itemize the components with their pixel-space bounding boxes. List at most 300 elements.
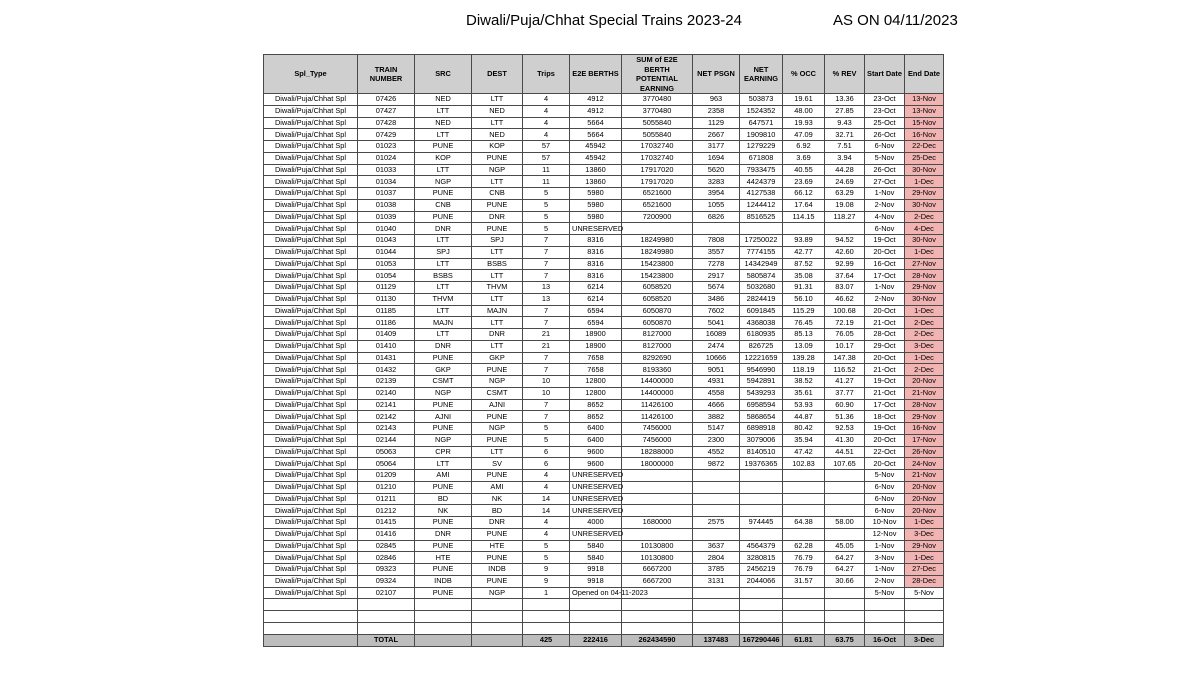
cell-spl-type: Diwali/Puja/Chhat Spl (264, 152, 358, 164)
cell-train-number: 02142 (358, 411, 415, 423)
cell-train-number: 01209 (358, 470, 415, 482)
table-row (264, 517, 944, 529)
cell-potential-earning: 5055840 (622, 129, 693, 141)
cell-src: GKP (415, 364, 472, 376)
empty-cell (472, 599, 523, 611)
cell-trips: 5 (523, 434, 570, 446)
cell-dest: CNB (472, 188, 523, 200)
cell-dest: MAJN (472, 305, 523, 317)
cell-e2e-berths: 18900 (570, 340, 622, 352)
cell-start-date: 5-Nov (865, 587, 905, 599)
cell-net-psgn (693, 493, 740, 505)
cell-start-date: 23-Oct (865, 105, 905, 117)
cell-start-date: 20-Oct (865, 305, 905, 317)
cell-trips: 57 (523, 152, 570, 164)
cell-net-earning: 974445 (740, 517, 783, 529)
cell-pct-rev: 3.94 (825, 152, 865, 164)
cell-spl-type: Diwali/Puja/Chhat Spl (264, 423, 358, 435)
cell-net-earning: 17250022 (740, 235, 783, 247)
cell-net-psgn (693, 528, 740, 540)
cell-src: PUNE (415, 564, 472, 576)
cell-spl-type: Diwali/Puja/Chhat Spl (264, 517, 358, 529)
empty-cell (415, 599, 472, 611)
cell-potential-earning: 6667200 (622, 564, 693, 576)
cell-net-psgn: 1694 (693, 152, 740, 164)
cell-spl-type: Diwali/Puja/Chhat Spl (264, 340, 358, 352)
cell-dest: PUNE (472, 528, 523, 540)
table-row (264, 446, 944, 458)
cell-start-date: 1-Nov (865, 564, 905, 576)
cell-train-number: 09324 (358, 575, 415, 587)
cell-net-earning (740, 505, 783, 517)
cell-net-earning: 8516525 (740, 211, 783, 223)
cell-trips: 4 (523, 470, 570, 482)
cell-pct-occ: 76.79 (783, 552, 825, 564)
table-row (264, 105, 944, 117)
cell-trips: 5 (523, 540, 570, 552)
col-header-train-number: TRAIN NUMBER (358, 55, 415, 94)
cell-dest: PUNE (472, 223, 523, 235)
cell-spl-type: Diwali/Puja/Chhat Spl (264, 129, 358, 141)
cell-pct-occ: 40.55 (783, 164, 825, 176)
cell-start-date: 18-Oct (865, 411, 905, 423)
cell-e2e-berths: 4912 (570, 105, 622, 117)
col-header-start-date: Start Date (865, 55, 905, 94)
cell-net-earning (740, 587, 783, 599)
cell-src: NED (415, 94, 472, 106)
cell-pct-rev: 42.60 (825, 246, 865, 258)
cell-src: AJNI (415, 411, 472, 423)
cell-end-date: 15-Nov (905, 117, 944, 129)
cell-net-earning (740, 493, 783, 505)
empty-cell (264, 599, 358, 611)
cell-start-date: 25-Oct (865, 117, 905, 129)
cell-trips: 13 (523, 282, 570, 294)
cell-start-date: 2-Nov (865, 575, 905, 587)
table-row (264, 364, 944, 376)
cell-net-psgn: 5147 (693, 423, 740, 435)
cell-dest: NGP (472, 164, 523, 176)
cell-potential-earning: 8127000 (622, 340, 693, 352)
cell-net-psgn (693, 470, 740, 482)
cell-train-number: 01210 (358, 481, 415, 493)
cell-src: LTT (415, 105, 472, 117)
cell-dest: SPJ (472, 235, 523, 247)
cell-end-date: 30-Nov (905, 293, 944, 305)
cell-e2e-berths: 6400 (570, 423, 622, 435)
cell-trips: 57 (523, 141, 570, 153)
cell-net-psgn: 6826 (693, 211, 740, 223)
table-row (264, 258, 944, 270)
cell-potential-earning (622, 493, 693, 505)
total-row (264, 634, 944, 646)
empty-cell (472, 611, 523, 623)
cell-src: DNR (415, 340, 472, 352)
cell-src: PUNE (415, 540, 472, 552)
cell-potential-earning (622, 505, 693, 517)
cell-pct-rev: 51.36 (825, 411, 865, 423)
table-row (264, 376, 944, 388)
cell-pct-occ: 76.45 (783, 317, 825, 329)
cell-dest: BD (472, 505, 523, 517)
cell-e2e-berths: 8316 (570, 270, 622, 282)
cell-end-date: 1-Dec (905, 246, 944, 258)
cell-e2e-berths: 6214 (570, 282, 622, 294)
cell-dest: LTT (472, 340, 523, 352)
cell-train-number: 01211 (358, 493, 415, 505)
table-row (264, 505, 944, 517)
cell-spl-type: Diwali/Puja/Chhat Spl (264, 305, 358, 317)
cell-dest: KOP (472, 141, 523, 153)
cell-train-number: 01409 (358, 329, 415, 341)
cell-net-psgn: 7602 (693, 305, 740, 317)
cell-pct-occ: 66.12 (783, 188, 825, 200)
empty-cell (358, 622, 415, 634)
cell-pct-occ (783, 505, 825, 517)
cell-pct-rev: 13.36 (825, 94, 865, 106)
cell-src: PUNE (415, 423, 472, 435)
cell-potential-earning: 8127000 (622, 329, 693, 341)
empty-cell (865, 599, 905, 611)
cell-end-date: 24-Nov (905, 458, 944, 470)
empty-cell (905, 611, 944, 623)
cell-dest: LTT (472, 270, 523, 282)
cell-dest: NED (472, 129, 523, 141)
col-header-net-earning: NET EARNING (740, 55, 783, 94)
table-row (264, 305, 944, 317)
cell-trips: 13 (523, 293, 570, 305)
table-row (264, 552, 944, 564)
cell-dest: PUNE (472, 552, 523, 564)
table-row (264, 223, 944, 235)
cell-trips: 11 (523, 164, 570, 176)
cell-spl-type: Diwali/Puja/Chhat Spl (264, 434, 358, 446)
empty-cell (693, 599, 740, 611)
cell-pct-occ: 76.79 (783, 564, 825, 576)
cell-trips: 9 (523, 575, 570, 587)
cell-dest: CSMT (472, 387, 523, 399)
cell-pct-occ (783, 223, 825, 235)
total-potential: 262434590 (622, 634, 693, 646)
cell-train-number: 05063 (358, 446, 415, 458)
cell-potential-earning: 6521600 (622, 188, 693, 200)
cell-trips: 4 (523, 517, 570, 529)
cell-trips: 4 (523, 129, 570, 141)
cell-src: LTT (415, 305, 472, 317)
cell-net-earning: 4368038 (740, 317, 783, 329)
cell-spl-type: Diwali/Puja/Chhat Spl (264, 293, 358, 305)
cell-dest: INDB (472, 564, 523, 576)
empty-cell (693, 622, 740, 634)
table-row (264, 117, 944, 129)
cell-start-date: 20-Oct (865, 352, 905, 364)
cell-pct-occ: 31.57 (783, 575, 825, 587)
cell-e2e-berths: 13860 (570, 176, 622, 188)
cell-e2e-berths: 7658 (570, 364, 622, 376)
cell-net-earning: 3079006 (740, 434, 783, 446)
cell-trips: 1 (523, 587, 570, 599)
cell-pct-occ: 19.93 (783, 117, 825, 129)
cell-potential-earning: 10130800 (622, 540, 693, 552)
cell-src: LTT (415, 129, 472, 141)
cell-e2e-berths: 45942 (570, 152, 622, 164)
cell-e2e-berths: 5980 (570, 188, 622, 200)
cell-end-date: 20-Nov (905, 481, 944, 493)
cell-pct-rev: 92.53 (825, 423, 865, 435)
table-row (264, 188, 944, 200)
cell-spl-type: Diwali/Puja/Chhat Spl (264, 458, 358, 470)
cell-net-psgn: 3283 (693, 176, 740, 188)
empty-cell (523, 599, 570, 611)
cell-net-earning: 14342949 (740, 258, 783, 270)
cell-dest: LTT (472, 117, 523, 129)
total-spl-type (264, 634, 358, 646)
cell-end-date: 20-Nov (905, 505, 944, 517)
cell-e2e-berths: 6594 (570, 317, 622, 329)
cell-start-date: 21-Oct (865, 317, 905, 329)
col-header-trips: Trips (523, 55, 570, 94)
cell-net-psgn: 3557 (693, 246, 740, 258)
empty-cell (358, 611, 415, 623)
cell-pct-occ: 3.69 (783, 152, 825, 164)
cell-trips: 21 (523, 340, 570, 352)
total-berths: 222416 (570, 634, 622, 646)
cell-train-number: 01038 (358, 199, 415, 211)
total-psgn: 137483 (693, 634, 740, 646)
cell-src: NGP (415, 434, 472, 446)
cell-trips: 4 (523, 117, 570, 129)
cell-start-date: 17-Oct (865, 399, 905, 411)
cell-net-earning: 5868654 (740, 411, 783, 423)
cell-net-earning: 5032680 (740, 282, 783, 294)
cell-potential-earning: 6058520 (622, 293, 693, 305)
cell-net-earning: 7774155 (740, 246, 783, 258)
cell-e2e-berths: 6400 (570, 434, 622, 446)
empty-cell (523, 622, 570, 634)
cell-e2e-berths: 8316 (570, 246, 622, 258)
cell-src: THVM (415, 293, 472, 305)
cell-src: HTE (415, 552, 472, 564)
cell-net-psgn: 4558 (693, 387, 740, 399)
cell-train-number: 01024 (358, 152, 415, 164)
cell-train-number: 01039 (358, 211, 415, 223)
cell-src: LTT (415, 458, 472, 470)
cell-dest: LTT (472, 446, 523, 458)
cell-e2e-berths: 5980 (570, 199, 622, 211)
cell-pct-occ (783, 493, 825, 505)
cell-start-date: 27-Oct (865, 176, 905, 188)
total-src (415, 634, 472, 646)
cell-note: UNRESERVED (570, 481, 622, 493)
empty-cell (358, 599, 415, 611)
cell-start-date: 19-Oct (865, 423, 905, 435)
cell-net-earning: 3280815 (740, 552, 783, 564)
cell-spl-type: Diwali/Puja/Chhat Spl (264, 235, 358, 247)
empty-cell (264, 611, 358, 623)
cell-end-date: 1-Dec (905, 352, 944, 364)
cell-end-date: 17-Nov (905, 434, 944, 446)
cell-dest: PUNE (472, 199, 523, 211)
cell-end-date: 25-Dec (905, 152, 944, 164)
cell-train-number: 01186 (358, 317, 415, 329)
cell-net-psgn: 16089 (693, 329, 740, 341)
cell-train-number: 01410 (358, 340, 415, 352)
cell-potential-earning: 10130800 (622, 552, 693, 564)
cell-e2e-berths: 45942 (570, 141, 622, 153)
cell-e2e-berths: 5980 (570, 211, 622, 223)
cell-net-earning: 5942891 (740, 376, 783, 388)
cell-potential-earning: 18249980 (622, 235, 693, 247)
cell-spl-type: Diwali/Puja/Chhat Spl (264, 176, 358, 188)
cell-pct-rev (825, 493, 865, 505)
cell-dest: DNR (472, 211, 523, 223)
cell-src: PUNE (415, 188, 472, 200)
cell-trips: 10 (523, 387, 570, 399)
cell-potential-earning: 7456000 (622, 423, 693, 435)
cell-end-date: 20-Nov (905, 493, 944, 505)
cell-potential-earning: 3770480 (622, 105, 693, 117)
cell-src: PUNE (415, 352, 472, 364)
cell-dest: NGP (472, 423, 523, 435)
cell-net-psgn: 3486 (693, 293, 740, 305)
cell-spl-type: Diwali/Puja/Chhat Spl (264, 540, 358, 552)
cell-pct-rev: 41.30 (825, 434, 865, 446)
cell-spl-type: Diwali/Puja/Chhat Spl (264, 141, 358, 153)
cell-start-date: 16-Oct (865, 258, 905, 270)
cell-potential-earning (622, 481, 693, 493)
cell-dest: THVM (472, 282, 523, 294)
col-header-end-date: End Date (905, 55, 944, 94)
table-row (264, 246, 944, 258)
cell-potential-earning: 5055840 (622, 117, 693, 129)
cell-net-earning: 12221659 (740, 352, 783, 364)
cell-src: CPR (415, 446, 472, 458)
cell-src: PUNE (415, 481, 472, 493)
cell-pct-rev (825, 481, 865, 493)
cell-e2e-berths: 5664 (570, 117, 622, 129)
empty-row (264, 599, 944, 611)
cell-train-number: 05064 (358, 458, 415, 470)
cell-net-psgn: 2300 (693, 434, 740, 446)
cell-net-earning: 4127538 (740, 188, 783, 200)
cell-net-psgn: 1055 (693, 199, 740, 211)
cell-e2e-berths: 9918 (570, 564, 622, 576)
empty-cell (472, 622, 523, 634)
table-row (264, 587, 944, 599)
empty-cell (570, 611, 622, 623)
cell-note: UNRESERVED (570, 505, 622, 517)
cell-potential-earning: 1680000 (622, 517, 693, 529)
cell-spl-type: Diwali/Puja/Chhat Spl (264, 94, 358, 106)
cell-e2e-berths: 7658 (570, 352, 622, 364)
cell-start-date: 21-Oct (865, 364, 905, 376)
cell-end-date: 27-Dec (905, 564, 944, 576)
cell-net-psgn: 9872 (693, 458, 740, 470)
cell-dest: PUNE (472, 364, 523, 376)
cell-net-earning: 5805874 (740, 270, 783, 282)
cell-trips: 14 (523, 493, 570, 505)
cell-src: AMI (415, 470, 472, 482)
cell-start-date: 5-Nov (865, 152, 905, 164)
cell-e2e-berths: 18900 (570, 329, 622, 341)
cell-potential-earning: 15423800 (622, 270, 693, 282)
cell-net-psgn: 2804 (693, 552, 740, 564)
table-row (264, 540, 944, 552)
cell-net-psgn: 4552 (693, 446, 740, 458)
empty-cell (693, 611, 740, 623)
cell-train-number: 07429 (358, 129, 415, 141)
cell-trips: 7 (523, 246, 570, 258)
cell-start-date: 19-Oct (865, 235, 905, 247)
cell-src: NED (415, 117, 472, 129)
cell-start-date: 22-Oct (865, 446, 905, 458)
cell-spl-type: Diwali/Puja/Chhat Spl (264, 317, 358, 329)
cell-pct-rev (825, 223, 865, 235)
table-row (264, 293, 944, 305)
cell-pct-occ (783, 470, 825, 482)
cell-spl-type: Diwali/Puja/Chhat Spl (264, 399, 358, 411)
cell-dest: NK (472, 493, 523, 505)
cell-src: LTT (415, 258, 472, 270)
cell-train-number: 01053 (358, 258, 415, 270)
cell-src: NGP (415, 387, 472, 399)
cell-note: UNRESERVED (570, 528, 622, 540)
cell-trips: 4 (523, 481, 570, 493)
table-row (264, 399, 944, 411)
cell-train-number: 09323 (358, 564, 415, 576)
cell-net-psgn: 3177 (693, 141, 740, 153)
cell-net-psgn: 4666 (693, 399, 740, 411)
cell-dest: NGP (472, 587, 523, 599)
cell-net-psgn: 3131 (693, 575, 740, 587)
cell-net-psgn: 2474 (693, 340, 740, 352)
cell-e2e-berths: 6214 (570, 293, 622, 305)
cell-pct-rev: 37.77 (825, 387, 865, 399)
table-row (264, 317, 944, 329)
cell-pct-rev: 94.52 (825, 235, 865, 247)
empty-cell (570, 622, 622, 634)
cell-net-earning (740, 223, 783, 235)
cell-potential-earning: 11426100 (622, 411, 693, 423)
cell-end-date: 22-Dec (905, 141, 944, 153)
empty-cell (415, 622, 472, 634)
cell-potential-earning: 6667200 (622, 575, 693, 587)
cell-dest: GKP (472, 352, 523, 364)
cell-src: KOP (415, 152, 472, 164)
cell-src: PUNE (415, 141, 472, 153)
cell-net-psgn: 10666 (693, 352, 740, 364)
col-header-potential-earning: SUM of E2E BERTH POTENTIAL EARNING (622, 55, 693, 94)
cell-net-psgn: 3785 (693, 564, 740, 576)
cell-net-psgn: 7808 (693, 235, 740, 247)
total-dest (472, 634, 523, 646)
cell-start-date: 6-Nov (865, 223, 905, 235)
cell-trips: 21 (523, 329, 570, 341)
cell-e2e-berths: 4000 (570, 517, 622, 529)
cell-end-date: 30-Nov (905, 235, 944, 247)
cell-start-date: 19-Oct (865, 376, 905, 388)
empty-cell (905, 599, 944, 611)
cell-trips: 5 (523, 552, 570, 564)
cell-start-date: 1-Nov (865, 540, 905, 552)
empty-cell (523, 611, 570, 623)
cell-pct-occ: 47.42 (783, 446, 825, 458)
cell-train-number: 01054 (358, 270, 415, 282)
cell-potential-earning: 3770480 (622, 94, 693, 106)
cell-train-number: 02845 (358, 540, 415, 552)
cell-pct-occ: 118.19 (783, 364, 825, 376)
cell-pct-occ (783, 481, 825, 493)
